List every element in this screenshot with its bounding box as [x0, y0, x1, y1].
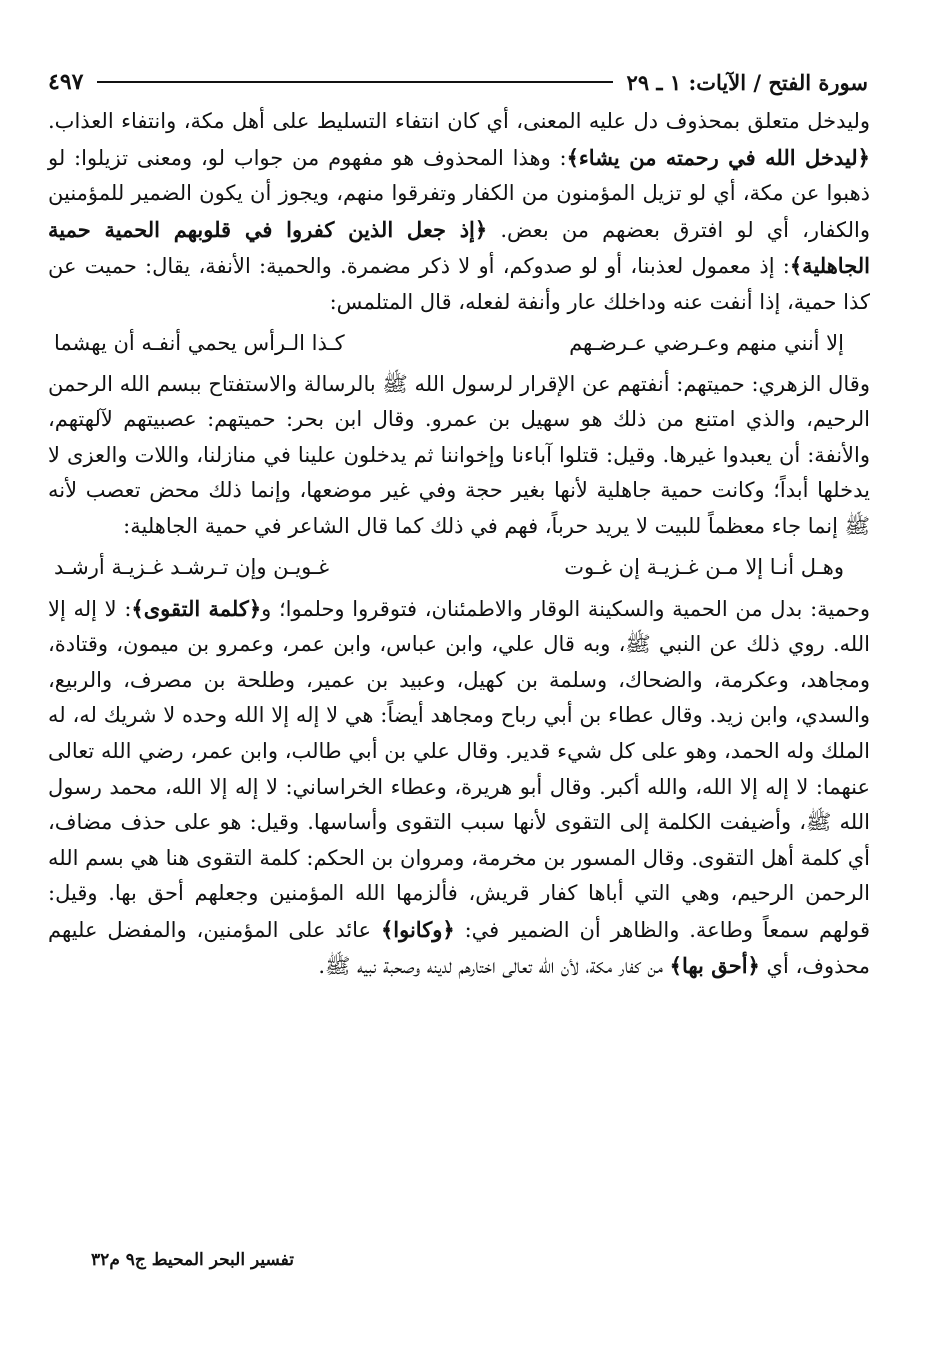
- paragraph-1: [48, 104, 870, 321]
- page-number: ٤٩٧: [48, 69, 84, 95]
- quran-quote: ﴿كلمة التقوى﴾: [131, 595, 262, 621]
- verse-first-hemistich: وهـل أنـا إلا مـن غـزيـة إن غـوت: [564, 554, 844, 579]
- paragraph-3: [48, 591, 870, 986]
- verse-second-hemistich: كـذا الـرأس يحمي أنفـه أن يهشما: [54, 330, 345, 355]
- text-run: من كفار مكة، لأن الله تعالى اختارهم لدينه وصحبة نبيه ﷺ.: [318, 954, 670, 979]
- paragraph-2: وقال الزهري: حميتهم: أنفتهم عن الإقرار لرسول الله ﷺ بالرسالة والاستفتاح ببسم الله الرحمن الرحيم، والذي امتنع من ذلك هو سهيل بن عمرو. وقال ابن بحر: حميتهم: عصبيتهم لآلهتهم، والأنفة: أن يعبدوا غيرها. وقيل: قتلوا آباءنا وإخواننا ثم يدخلون علينا في منازلنا، واللات والعزى لا يدخلها أبداً؛ وكانت حمية جاهلية لأنها بغير حجة وفي غير موضعها، وإنما ذلك محض تعصب لأنه ﷺ إنما جاء معظماً للبيت لا يريد حرباً، فهم في ذلك كما قال الشاعر في حمية الجاهلية:: [48, 371, 870, 538]
- poetry-verse-1: [48, 323, 870, 363]
- verse-second-hemistich: غـويـن وإن تـرشـد غـزيـة أرشـد: [54, 554, 330, 579]
- quran-quote: ﴿أحق بها﴾: [669, 953, 760, 979]
- text-run: : وهذا المحذوف هو مفهوم من جواب لو، ومعنى تزيلوا: لو ذهبوا عن مكة، أي لو تزيل المؤمنون من الكفار وتفرقوا منهم، ويجوز أن يكون الضمير للمؤمنين والكفار، أي لو افترق بعضهم من بعض.: [48, 145, 871, 242]
- quran-quote: ﴿إذ جعل الذين كفروا في قلوبهم الحمية حمية الجاهلية﴾: [48, 216, 870, 279]
- quran-quote: ﴿ليدخل الله في رحمته من يشاء﴾: [566, 144, 870, 170]
- surah-title: سورة الفتح / الآيات: ١ ـ ٢٩: [626, 69, 868, 95]
- text-run: : إذ معمول لعذبنا، أو لو صدوكم، أو لا ذكر مضمرة. والحمية: الأنفة، يقال: حميت عن كذا حمية، إذا أنفت عنه وداخلك عار وأنفة لفعله، قال المتلمس:: [48, 254, 870, 314]
- text-run: وحمية: بدل من الحمية والسكينة الوقار والاطمئنان، فتوقروا وحلموا؛ و: [261, 596, 871, 621]
- text-run: وليدخل متعلق بمحذوف دل عليه المعنى، أي كان انتفاء التسليط على أهل مكة، وانتفاء العذاب.: [48, 109, 870, 133]
- text-run: : لا إله إلا الله. روي ذلك عن النبي ﷺ، وبه قال علي، وابن عباس، وابن عمر، وعمرو بن ميمون، وقتادة، ومجاهد، وعكرمة، والضحاك، وسلمة بن كهيل، وعبيد بن عمير، وطلحة بن مصرف، والربيع، والسدي، وابن زيد. وقال عطاء بن أبي رباح ومجاهد أيضاً: هي لا إله إلا الله وحده لا شريك له، له الملك وله الحمد، وهو على كل شيء قدير. وقال علي بن أبي طالب، وابن عمر، رضي الله تعالى عنهما: لا إله إلا الله، والله أكبر. وقال أبو هريرة، وعطاء الخراساني: لا إله إلا الله، محمد رسول الله ﷺ، وأضيفت الكلمة إلى التقوى لأنها سبب التقوى وأساسها. وقيل: هو على حذف مضاف، أي كلمة أهل التقوى. وقال المسور بن مخرمة، ومروان بن الحكم: كلمة التقوى هنا هي بسم الله الرحمن الرحيم، وهي التي أباها كفار قريش، فألزمها الله المؤمنين وجعلهم أحق بها. وقيل: قولهم سمعاً وطاعة. والظاهر أن الضمير في:: [48, 596, 870, 942]
- text-run: عائد على المؤمنين، والمفضل عليهم محذوف، أي: [48, 917, 870, 979]
- poetry-verse-2: [48, 547, 870, 587]
- signature-footer: تفسير البحر المحيط ج٩ م٣٢: [91, 1250, 294, 1270]
- header-rule: [97, 81, 612, 83]
- commentary-body: [48, 104, 870, 985]
- running-header: [48, 62, 868, 102]
- quran-quote: ﴿وكانوا﴾: [380, 916, 455, 942]
- verse-first-hemistich: إلا أنني منهم وعـرضي عـرضـهم: [569, 330, 844, 355]
